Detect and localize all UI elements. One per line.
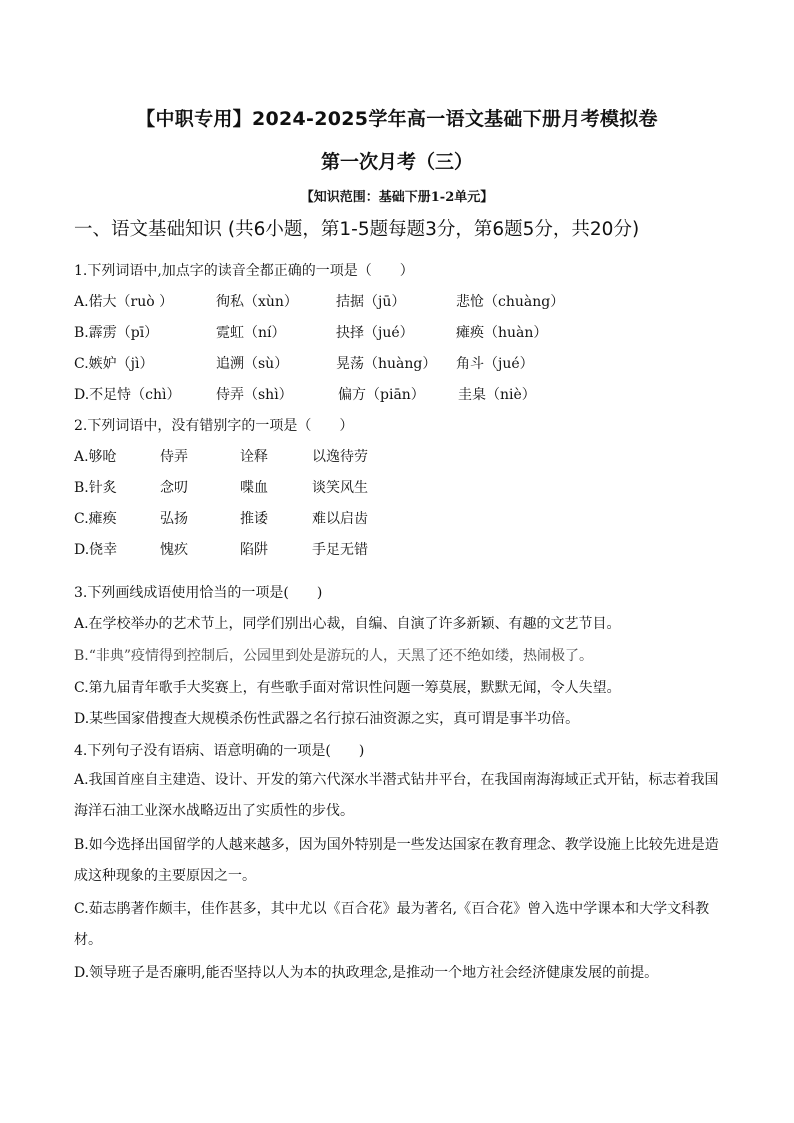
q1-option-d-word2: 侍弄（shì）: [216, 387, 293, 403]
q1-option-d-word1: D.不足恃（chì）: [74, 387, 181, 403]
q2-option-c-word3: 推诿: [240, 511, 268, 527]
q2-option-b-word2: 念叨: [160, 480, 188, 496]
q2-option-a-word3: 诠释: [240, 449, 268, 465]
q2-option-c-word4: 难以启齿: [312, 511, 368, 527]
q2-option-d-word4: 手足无错: [312, 542, 368, 558]
q2-option-a-word1: A.够呛: [74, 449, 117, 465]
q3-option-c: C.第九届青年歌手大奖赛上，有些歌手面对常识性问题一筹莫展，默默无闻，令人失望。: [74, 680, 621, 696]
q2-option-d-word1: D.侥幸: [74, 542, 118, 558]
q1-option-b-word2: 霓虹（ní）: [216, 325, 286, 341]
q3-option-a: A.在学校举办的艺术节上，同学们别出心裁，自编、自演了许多新颖、有趣的文艺节目。: [74, 616, 621, 632]
q1-option-d-word3: 偏方（piān）: [338, 387, 425, 403]
q1-option-b-word1: B.霹雳（pī）: [74, 325, 159, 341]
question-1-stem: 1.下列词语中,加点字的读音全都正确的一项是（ ）: [74, 263, 414, 279]
q2-option-a-word4: 以逸待劳: [312, 449, 368, 465]
q1-option-a-word3: 拮据（jū）: [336, 294, 406, 310]
q1-option-a-word1: A.偌大（ruò ）: [74, 294, 174, 310]
q1-option-a-word2: 徇私（xùn）: [216, 294, 298, 310]
q1-option-c-word4: 角斗（jué）: [456, 356, 534, 372]
q2-option-b-word1: B.针炙: [74, 480, 117, 496]
q4-option-c: C.茹志鹃著作颇丰，佳作甚多，其中尤以《百合花》最为著名,《百合花》曾入选中学课本和大学文科教材。: [74, 901, 710, 948]
knowledge-scope: 【知识范围：基础下册1-2单元】: [300, 190, 494, 205]
q2-option-c-word2: 弘扬: [160, 511, 188, 527]
page-title: 【中职专用】2024-2025学年高一语文基础下册月考模拟卷: [136, 108, 658, 130]
q4-option-b: B.如今选择出国留学的人越来越多，因为国外特别是一些发达国家在教育理念、教学设施上比较先进是造成这种现象的主要原因之一。: [74, 837, 719, 884]
q2-option-b-word3: 喋血: [240, 480, 268, 496]
q3-option-d: D.某些国家借搜查大规模杀伤性武器之名行掠石油资源之实，真可谓是事半功倍。: [74, 711, 580, 727]
q1-option-c-word1: C.嫉妒（jì）: [74, 356, 154, 372]
q1-option-d-word4: 圭臬（niè）: [458, 387, 536, 403]
question-2-stem: 2.下列词语中，没有错别字的一项是（ ）: [74, 418, 354, 434]
q1-option-c-word2: 追溯（sù）: [216, 356, 289, 372]
section-heading: 一、语文基础知识 (共6小题，第1-5题每题3分，第6题5分，共20分): [74, 219, 640, 240]
q1-option-b-word3: 抉择（jué）: [336, 325, 414, 341]
q4-option-d: D.领导班子是否廉明,能否坚持以人为本的执政理念,是推动一个地方社会经济健康发展的前提。: [74, 965, 659, 981]
q2-option-d-word3: 陷阱: [240, 542, 268, 558]
q1-option-b-word4: 瘫痪（huàn）: [456, 325, 548, 341]
question-3-stem: 3.下列画线成语使用恰当的一项是( ): [74, 585, 323, 601]
q2-option-a-word2: 侍弄: [160, 449, 188, 465]
q4-option-a: A.我国首座自主建造、设计、开发的第六代深水半潜式钻井平台，在我国南海海域正式开钻，标志着我国海洋石油工业深水战略迈出了实质性的步伐。: [74, 772, 719, 819]
q2-option-d-word2: 愧疚: [160, 542, 188, 558]
question-4-stem: 4.下列句子没有语病、语意明确的一项是( ): [74, 743, 365, 759]
q3-option-b: B.“非典”疫情得到控制后，公园里到处是游玩的人，天黑了还不绝如缕，热闹极了。: [74, 648, 594, 664]
q1-option-c-word3: 晃荡（huàng）: [336, 356, 437, 372]
q1-option-a-word4: 悲怆（chuàng）: [456, 294, 565, 310]
page-subtitle: 第一次月考（三）: [320, 151, 473, 173]
q2-option-c-word1: C.瘫痪: [74, 511, 117, 527]
q2-option-b-word4: 谈笑风生: [312, 480, 368, 496]
